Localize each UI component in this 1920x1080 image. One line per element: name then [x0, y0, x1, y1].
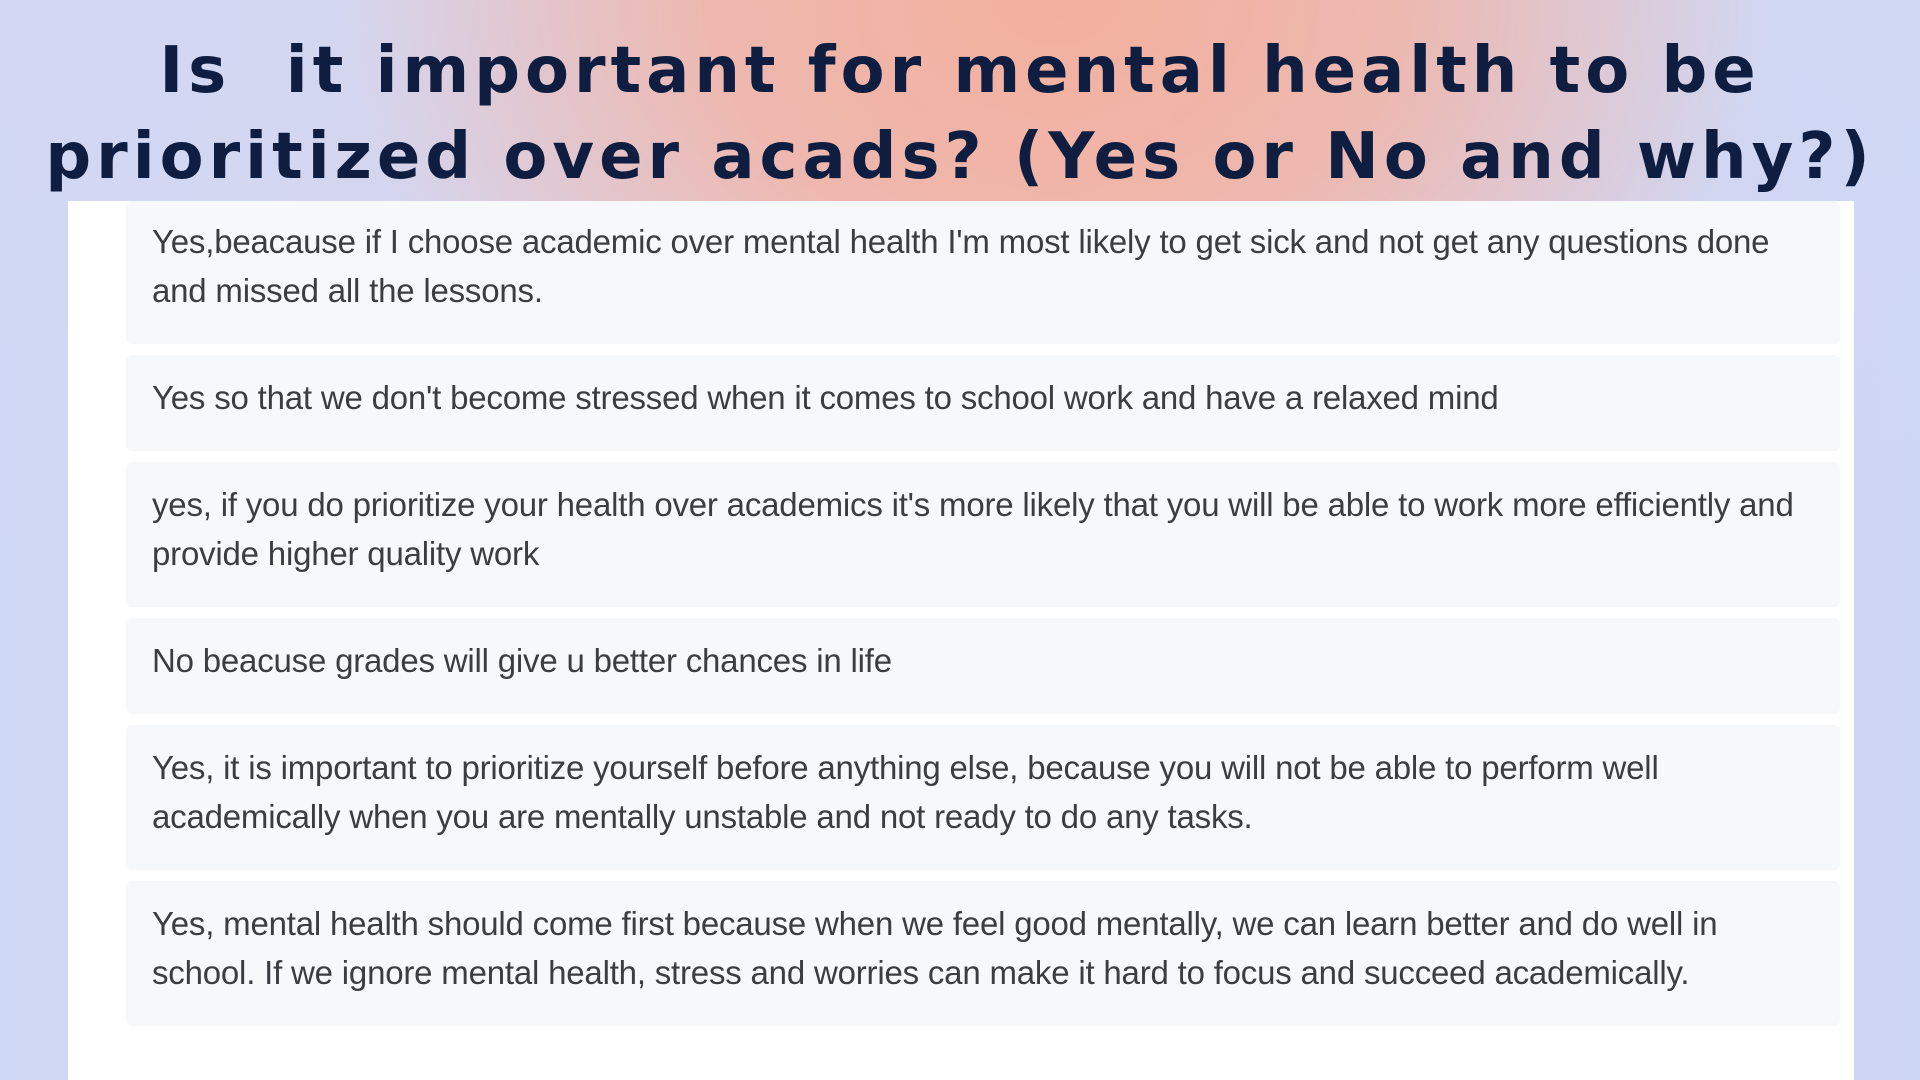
- responses-panel: [68, 201, 1854, 1080]
- response-item: Yes, mental health should come first because when we feel good mentally, we can learn better and do well in school. If we ignore mental health, stress and worries can make it hard to focus and succeed academically.: [126, 881, 1840, 1025]
- response-item: Yes, it is important to prioritize yourself before anything else, because you will not be able to perform well academically when you are mentally unstable and not ready to do any tasks.: [126, 725, 1840, 869]
- response-item: Yes,beacause if I choose academic over mental health I'm most likely to get sick and not get any questions done and missed all the lessons.: [126, 201, 1840, 343]
- response-list: [126, 201, 1840, 1037]
- response-item: yes, if you do prioritize your health over academics it's more likely that you will be able to work more efficiently and provide higher quality work: [126, 462, 1840, 606]
- response-item: Yes so that we don't become stressed when it comes to school work and have a relaxed mind: [126, 355, 1840, 450]
- response-item: No beacuse grades will give u better chances in life: [126, 618, 1840, 713]
- page-title: Is it important for mental health to be prioritized over acads? (Yes or No and why?): [45, 34, 1875, 194]
